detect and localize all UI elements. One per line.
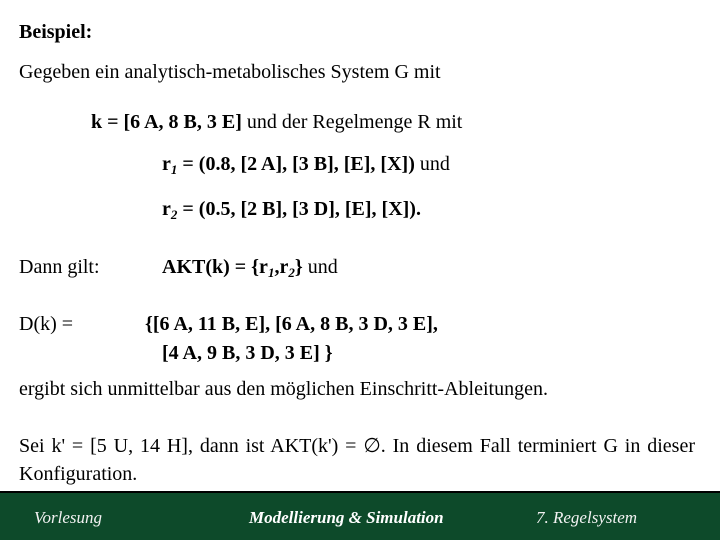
akt-mid: ,r bbox=[274, 256, 289, 278]
rule-r1-body: = (0.8, [2 A], [3 B], [E], [X]) bbox=[182, 153, 415, 175]
slide-heading: Beispiel: bbox=[19, 21, 93, 43]
rule-r2-body: = (0.5, [2 B], [3 D], [E], [X]). bbox=[182, 198, 421, 220]
k-definition-bold: k = [6 A, 8 B, 3 E] bbox=[91, 111, 242, 133]
dk-line-2: [4 A, 9 B, 3 D, 3 E] } bbox=[162, 342, 333, 364]
dann-label: Dann gilt: bbox=[19, 256, 100, 278]
akt-line bbox=[162, 255, 338, 279]
akt-post: } bbox=[294, 256, 303, 278]
footer-right: 7. Regelsystem bbox=[536, 508, 638, 527]
rule-r1 bbox=[162, 152, 450, 176]
footer-center: Modellierung & Simulation bbox=[249, 508, 444, 527]
footer-bar bbox=[0, 493, 720, 540]
sei-paragraph: Sei k' = [5 U, 14 H], dann ist AKT(k') = ∅. In diesem Fall terminiert G in dieser Konfiguration. bbox=[19, 435, 695, 485]
rule-r1-name: r bbox=[162, 153, 171, 175]
akt-sub2: 2 bbox=[288, 265, 295, 280]
rule-r1-sub: 1 bbox=[170, 162, 178, 177]
ergibt-text: ergibt sich unmittelbar aus den möglichen Einschritt-Ableitungen. bbox=[19, 378, 548, 400]
rule-r2-sub: 2 bbox=[170, 207, 178, 222]
rule-r2-name: r bbox=[162, 198, 171, 220]
k-definition bbox=[91, 110, 462, 134]
intro-text: Gegeben ein analytisch-metabolisches System G mit bbox=[19, 61, 441, 83]
akt-sub1: 1 bbox=[267, 265, 275, 280]
akt-rest: und bbox=[307, 256, 338, 278]
rule-r2 bbox=[162, 197, 421, 221]
k-definition-rest: und der Regelmenge R mit bbox=[246, 111, 463, 133]
footer-left: Vorlesung bbox=[34, 508, 102, 527]
dk-label: D(k) = bbox=[19, 313, 74, 335]
rule-r1-rest: und bbox=[419, 153, 450, 175]
dk-line-1: {[6 A, 11 B, E], [6 A, 8 B, 3 D, 3 E], bbox=[145, 313, 438, 335]
akt-pre: AKT(k) = {r bbox=[162, 256, 268, 278]
